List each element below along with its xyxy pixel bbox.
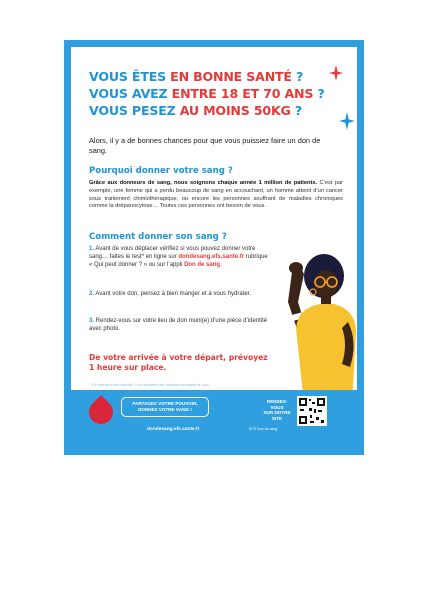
- sparkle-red-icon: [329, 65, 343, 81]
- step-2: 2. Avant votre don, pensez à bien manger et à vous hydrater.: [89, 291, 252, 297]
- rdv-label: RENDEZ-VOUS SUR NOTRE SITE: [263, 399, 291, 421]
- intro-text: Alors, il y a de bonnes chances pour que vous puissiez faire un don de sang.: [89, 136, 321, 155]
- side-credits: [339, 277, 351, 397]
- step-3: 3. Rendez-vous sur votre lieu de don muni(e) d’une pièce d’identité avec photo.: [89, 318, 268, 332]
- headline-line-3: VOUS PESEZ AU MOINS 50KG ?: [89, 103, 302, 118]
- step-1: 1. Avant de vous déplacer vérifiez si vous pouvez donner votre sang… faites le test* en ligne sur dondesang.efs.sante.fr rubrique « Qui peut donner ? » ou sur l’appli Don de sang.: [89, 246, 268, 268]
- section-how-title: Comment donner son sang ?: [89, 232, 227, 242]
- headline: [89, 68, 349, 119]
- disclaimer: *Ce test est à titre indicatif. Il ne remplace pas l’entretien préalable au don.: [91, 383, 210, 387]
- arrival-note: De votre arrivée à votre départ, prévoyez 1 heure sur place.: [89, 353, 268, 372]
- headline-line-2: VOUS AVEZ ENTRE 18 ET 70 ANS ?: [89, 86, 325, 101]
- poster: [64, 40, 364, 455]
- footer-site-link[interactable]: dondesang.efs.sante.fr: [147, 427, 200, 432]
- blood-drop-icon: [84, 395, 118, 429]
- section-why-text: Grâce aux donneurs de sang, nous soignons chaque année 1 million de patients. C’est par exemple, une femme qui a perdu beaucoup de sang en accouchant, un homme atteint d’un cancer sous traitement chimiothérapique, ou encore les personnes souffrant de maladies chroniques comme la drépanocytose… Toutes ces personnes ont besoin de vous.: [89, 180, 343, 210]
- section-why-title: Pourquoi donner votre sang ?: [89, 166, 233, 176]
- share-bubble: PARTAGEZ VOTRE POUVOIR, DONNEZ VOTRE SANG !: [121, 397, 209, 417]
- site-link[interactable]: dondesang.efs.sante.fr: [178, 254, 245, 260]
- sparkle-blue-icon: [339, 112, 355, 130]
- headline-line-1: VOUS ÊTES EN BONNE SANTÉ ?: [89, 69, 304, 84]
- footer-band: [71, 390, 357, 448]
- footer-logos: EFS Don de sang: [249, 427, 278, 431]
- qr-code-icon[interactable]: [297, 396, 327, 426]
